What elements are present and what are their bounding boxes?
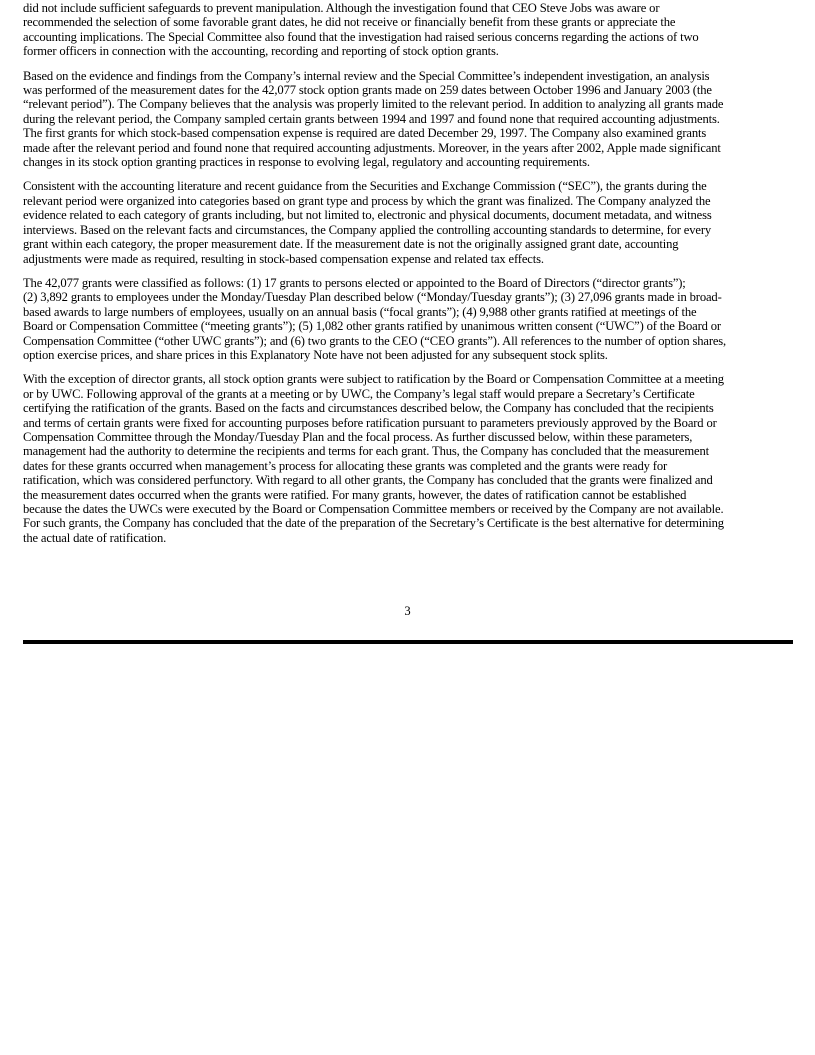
text-line: changes in its stock option granting practices in response to evolving legal, regulatory and accounting requirements. bbox=[23, 155, 590, 170]
text-line: Compensation Committee (“other UWC grants”); and (6) two grants to the CEO (“CEO grants”). All references to the number of option shares, bbox=[23, 333, 727, 348]
paragraph bbox=[23, 69, 793, 170]
text-line: ratification, which was considered perfunctory. With regard to all other grants, the Company has concluded that the grants were finalized and bbox=[23, 473, 713, 488]
paragraph bbox=[23, 372, 793, 545]
document-body bbox=[23, 0, 793, 555]
text-line: relevant period were organized into categories based on grant type and process by which the grant was finalized. The Company analyzed the bbox=[23, 193, 711, 208]
paragraph bbox=[23, 276, 793, 362]
text-line: With the exception of director grants, all stock option grants were subject to ratification by the Board or Compensation Committee at a meeting bbox=[23, 372, 724, 387]
text-line: Based on the evidence and findings from the Company’s internal review and the Special Committee’s independent investigation, an analysis bbox=[23, 68, 710, 83]
paragraph bbox=[23, 1, 793, 59]
text-line: The first grants for which stock-based compensation expense is required are dated December 29, 1997. The Company also examined grants bbox=[23, 126, 707, 141]
text-line: recommended the selection of some favorable grant dates, he did not receive or financially benefit from these grants or appreciate the bbox=[23, 15, 676, 30]
text-line: or by UWC. Following approval of the grants at a meeting or by UWC, the Company’s legal staff would prepare a Secretary’s Certificate bbox=[23, 386, 695, 401]
text-line: was performed of the measurement dates for the 42,077 stock option grants made on 259 dates between October 1996 and January 2003 (the bbox=[23, 83, 712, 98]
text-line: interviews. Based on the relevant facts and circumstances, the Company applied the controlling accounting standards to determine, for every bbox=[23, 222, 712, 237]
text-line: management had the authority to determine the recipients and terms for each grant. Thus, the Company has concluded that the measurement bbox=[23, 444, 709, 459]
text-line: because the dates the UWCs were executed by the Board or Compensation Committee members or received by the Company are not available. bbox=[23, 502, 724, 516]
text-line: The 42,077 grants were classified as follows: (1) 17 grants to persons elected or appointed to the Board of Directors (“director grants”); bbox=[23, 275, 686, 290]
page-divider-rule bbox=[23, 640, 793, 644]
text-line: based awards to large numbers of employees, usually on an annual basis (“focal grants”); (4) 9,988 other grants ratified at meetings of the bbox=[23, 304, 697, 319]
text-line: Compensation Committee through the Monday/Tuesday Plan and the focal process. As further discussed below, within these parameters, bbox=[23, 429, 693, 444]
text-line: (2) 3,892 grants to employees under the Monday/Tuesday Plan described below (“Monday/Tuesday grants”); (3) 27,096 grants made in broad- bbox=[23, 290, 722, 305]
text-line: Board or Compensation Committee (“meeting grants”); (5) 1,082 other grants ratified by unanimous written consent (“UWC”) of the Board or bbox=[23, 319, 721, 334]
text-line: evidence related to each category of grants including, but not limited to, electronic and physical documents, document metadata, and witness bbox=[23, 208, 712, 223]
text-line: “relevant period”). The Company believes that the analysis was properly limited to the relevant period. In addition to analyzing all grants made bbox=[23, 97, 724, 112]
text-line: did not include sufficient safeguards to prevent manipulation. Although the investigation found that CEO Steve Jobs was aware or bbox=[23, 1, 660, 15]
text-line: grant within each category, the proper measurement date. If the measurement date is not the originally assigned grant date, accounting bbox=[23, 237, 679, 252]
text-line: Consistent with the accounting literature and recent guidance from the Securities and Exchange Commission (“SEC”), the grants during the bbox=[23, 179, 707, 194]
text-line: former officers in connection with the accounting, recording and reporting of stock option grants. bbox=[23, 44, 499, 59]
text-line: the measurement dates occurred when the grants were ratified. For many grants, however, the dates of ratification cannot be established bbox=[23, 487, 687, 502]
text-line: the actual date of ratification. bbox=[23, 530, 167, 545]
text-line: and terms of certain grants were fixed for accounting purposes before ratification pursuant to parameters previously approved by the Board or bbox=[23, 415, 717, 430]
text-line: For such grants, the Company has concluded that the date of the preparation of the Secretary’s Certificate is the best alternative for determining bbox=[23, 516, 724, 531]
page-number: 3 bbox=[404, 604, 411, 618]
text-line: option exercise prices, and share prices in this Explanatory Note have not been adjusted for any subsequent stock splits. bbox=[23, 347, 608, 362]
text-line: accounting implications. The Special Committee also found that the investigation had raised serious concerns regarding the actions of two bbox=[23, 29, 699, 44]
text-line: dates for these grants occurred when management’s process for allocating these grants was completed and the grants were ready for bbox=[23, 458, 668, 473]
text-line: certifying the ratification of the grants. Based on the facts and circumstances described below, the Company has concluded that the recipients bbox=[23, 401, 714, 416]
text-line: during the relevant period, the Company sampled certain grants between 1994 and 1997 and found none that required accounting adjustments. bbox=[23, 111, 720, 126]
text-line: made after the relevant period and found none that required accounting adjustments. Moreover, in the years after 2002, Apple made significant bbox=[23, 140, 721, 155]
text-line: adjustments were made as required, resulting in stock-based compensation expense and related tax effects. bbox=[23, 251, 544, 266]
paragraph bbox=[23, 179, 793, 265]
